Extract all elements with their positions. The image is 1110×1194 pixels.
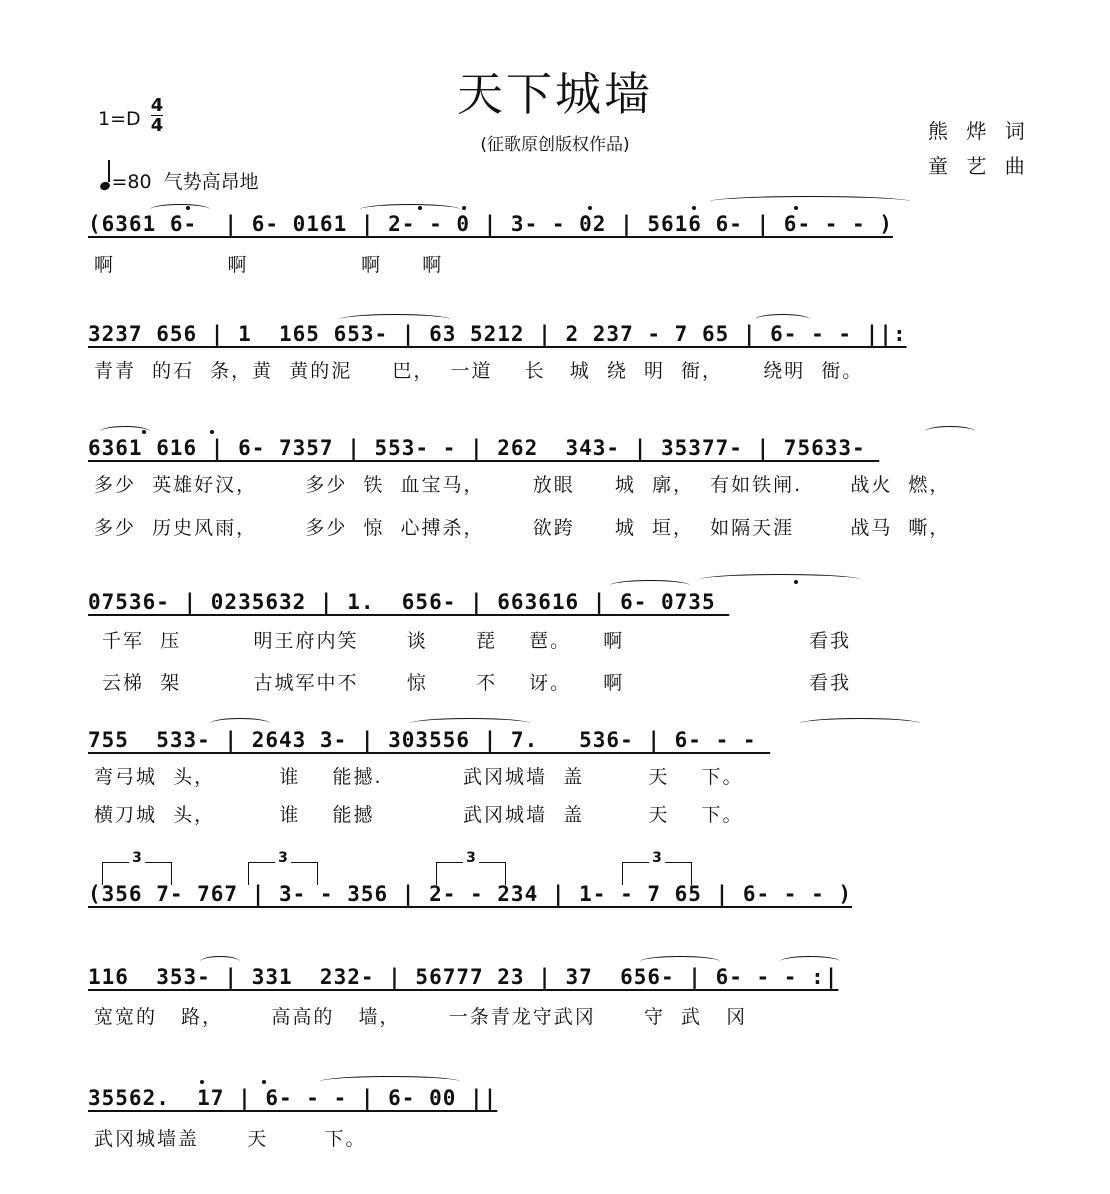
- high-octave-dot: [142, 430, 146, 434]
- triplet-number: 3: [275, 850, 291, 866]
- high-octave-dot: [588, 206, 592, 210]
- slur: [410, 718, 530, 729]
- lyrics-line-3b: 多少 历史风雨， 多少 惊 心搏杀， 欲跨 城 垣， 如隔天涯 战马 嘶，: [94, 517, 951, 539]
- notation-line-7: 116 353- | 331 232- | 56777 23 | 37 656- | 6- - - :|: [88, 965, 839, 989]
- slur: [700, 574, 860, 585]
- notation-line-5: 755 533- | 2643 3- | 303556 | 7. 536- | 6- - -: [88, 728, 771, 752]
- slur: [340, 314, 450, 325]
- song-subtitle: (征歌原创版权作品): [480, 135, 630, 155]
- high-octave-dot: [794, 206, 798, 210]
- lyrics-line-4b: 云梯 架 古城军中不 惊 不 讶。 啊 看我: [94, 672, 852, 694]
- high-octave-dot: [186, 206, 190, 210]
- lyrics-line-5a: 弯弓城 头， 谁 能撼. 武冈城墙 盖 天 下。: [94, 766, 744, 788]
- notation-line-4: 07536- | 0235632 | 1. 656- | 663616 | 6- 0735: [88, 590, 730, 614]
- song-title: 天下城墙: [457, 67, 653, 121]
- notation-line-1: (6361 6- | 6- 0161 | 2- - 0 | 3- - 02 | 5616 6- | 6- - - ): [88, 212, 893, 236]
- notation-line-2: 3237 656 | 1 165 653- | 63 5212 | 2 237 - 7 65 | 6- - - ||:: [88, 322, 907, 346]
- slur: [640, 956, 720, 967]
- slur: [925, 426, 975, 437]
- lyrics-line-2: 青青 的石 条，黄 黄的泥 巴， 一道 长 城 绕 明 衙， 绕明 衙。: [94, 360, 864, 382]
- triplet-number: 3: [129, 850, 145, 866]
- slur: [755, 314, 810, 325]
- composer-credit: 童 艺 曲: [928, 154, 1031, 178]
- quarter-note-stem: [108, 160, 110, 182]
- slur: [710, 196, 910, 207]
- slur: [320, 1076, 460, 1087]
- high-octave-dot: [418, 206, 422, 210]
- lyrics-line-4a: 千军 压 明王府内笑 谈 琵 琶。 啊 看我: [94, 630, 852, 652]
- tempo-marking: [100, 166, 259, 194]
- high-octave-dot: [210, 430, 214, 434]
- high-octave-dot: [794, 580, 798, 584]
- slur: [360, 204, 460, 215]
- notation-line-6: (356 7- 767 | 3- - 356 | 2- - 234 | 1- - 7 65 | 6- - - ): [88, 882, 853, 906]
- slur: [210, 718, 270, 729]
- notation-line-8: 35562. 17 | 6- - - | 6- 00 ||: [88, 1086, 498, 1110]
- triplet-number: 3: [649, 850, 665, 866]
- slur: [780, 956, 840, 967]
- high-octave-dot: [262, 1080, 266, 1084]
- high-octave-dot: [692, 206, 696, 210]
- time-signature: [150, 96, 164, 135]
- slur: [800, 718, 920, 729]
- lyrics-line-7: 宽宽的 路， 高高的 墙， 一条青龙守武冈 守 武 冈: [94, 1006, 748, 1028]
- high-octave-dot: [200, 1080, 204, 1084]
- quarter-note-icon: [99, 181, 111, 192]
- notation-line-3: 6361 616 | 6- 7357 | 553- - | 262 343- | 35377- | 75633-: [88, 436, 880, 460]
- lyrics-line-1: 啊 啊 啊 啊: [94, 254, 444, 276]
- lyrics-line-8: 武冈城墙盖 天 下。: [94, 1128, 367, 1150]
- expression-marking: 气势高昂地: [163, 171, 259, 193]
- slur: [200, 956, 240, 967]
- lyrics-line-5b: 横刀城 头， 谁 能撼 武冈城墙 盖 天 下。: [94, 804, 744, 826]
- triplet-number: 3: [463, 850, 479, 866]
- time-signature-bottom: 4: [150, 115, 164, 136]
- time-signature-top: 4: [150, 95, 164, 116]
- tempo-value: =80: [111, 171, 152, 193]
- key-signature: 1=D: [98, 108, 141, 130]
- slur: [610, 580, 690, 591]
- high-octave-dot: [462, 206, 466, 210]
- lyricist-credit: 熊 烨 词: [928, 119, 1031, 143]
- lyrics-line-3a: 多少 英雄好汉， 多少 铁 血宝马， 放眼 城 廓， 有如铁闸. 战火 燃，: [94, 474, 951, 496]
- slur: [150, 204, 210, 215]
